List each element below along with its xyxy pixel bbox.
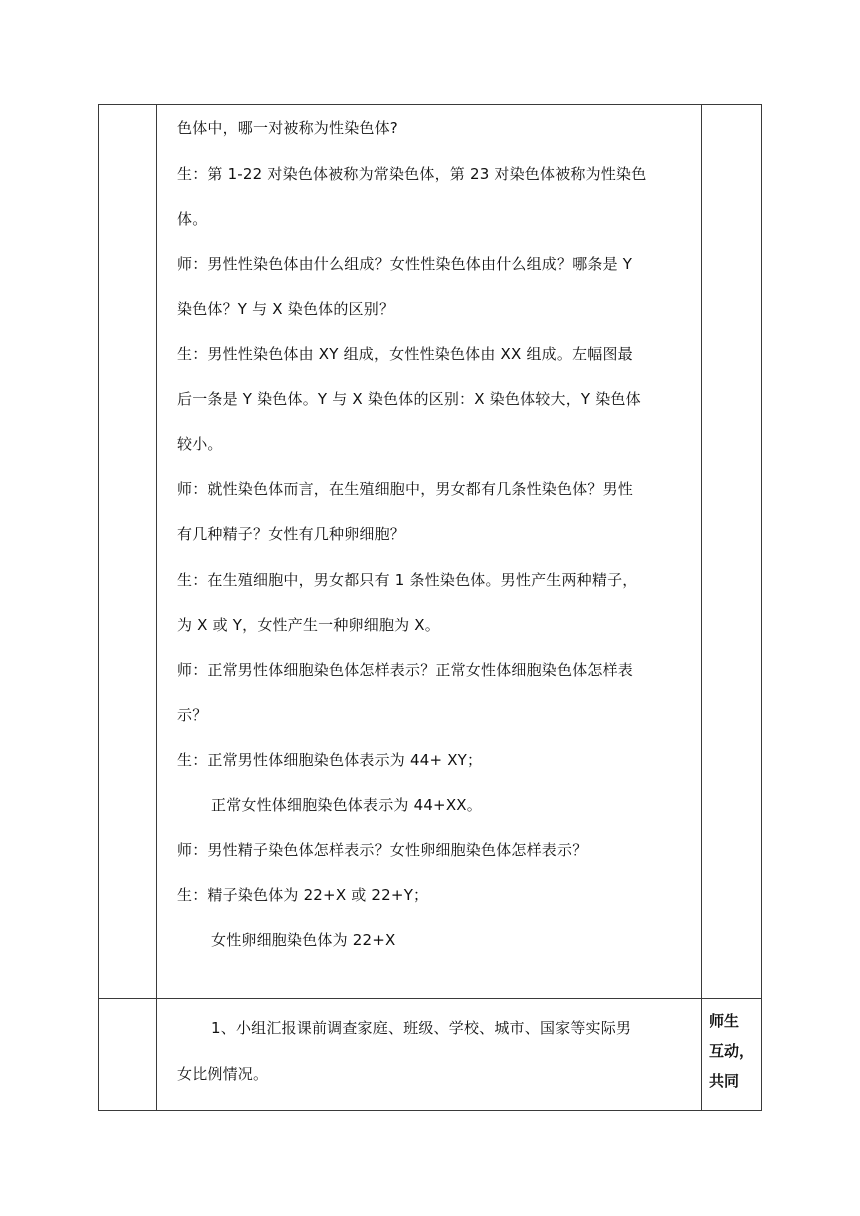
table-bottom-border [98,1110,762,1111]
side-note-line: 互动， [709,1042,755,1060]
text-line: 师：男性性染色体由什么组成？女性性染色体由什么组成？哪条是 Y [177,255,633,273]
table-row-divider [98,998,762,999]
text-line: 后一条是 Y 染色体。Y 与 X 染色体的区别：X 染色体较大，Y 染色体 [177,390,641,408]
text-line: 女比例情况。 [177,1065,269,1083]
text-line: 色体中，哪一对被称为性染色体? [177,119,398,137]
text-line: 师：正常男性体细胞染色体怎样表示？正常女性体细胞染色体怎样表 [177,661,634,679]
table-column-divider-1 [156,104,157,1111]
text-line: 师：就性染色体而言，在生殖细胞中，男女都有几条性染色体？男性 [177,480,634,498]
side-note-line: 师生 [709,1012,740,1030]
text-line: 正常女性体细胞染色体表示为 44+XX。 [211,796,482,814]
text-line: 为 X 或 Y，女性产生一种卵细胞为 X。 [177,616,440,634]
side-note-line: 共同 [709,1072,740,1090]
table-column-divider-2 [701,104,702,1111]
table-right-border [761,104,762,1111]
text-line: 1、小组汇报课前调查家庭、班级、学校、城市、国家等实际男 [211,1019,632,1037]
table-top-border [98,104,762,105]
table-left-border [98,104,99,1111]
text-line: 生：精子染色体为 22+X 或 22+Y； [177,886,429,904]
text-line: 较小。 [177,435,223,453]
text-line: 生：第 1-22 对染色体被称为常染色体，第 23 对染色体被称为性染色 [177,165,647,183]
text-line: 生：男性性染色体由 XY 组成，女性性染色体由 XX 组成。左幅图最 [177,345,633,363]
text-line: 师：男性精子染色体怎样表示？女性卵细胞染色体怎样表示？ [177,841,588,859]
text-line: 女性卵细胞染色体为 22+X [211,931,396,949]
text-line: 有几种精子？女性有几种卵细胞？ [177,525,406,543]
text-line: 生：正常男性体细胞染色体表示为 44+ XY； [177,751,483,769]
text-line: 染色体？Y 与 X 染色体的区别？ [177,300,395,318]
text-line: 生：在生殖细胞中，男女都只有 1 条性染色体。男性产生两种精子， [177,571,638,589]
text-line: 示？ [177,706,208,724]
text-line: 体。 [177,210,208,228]
